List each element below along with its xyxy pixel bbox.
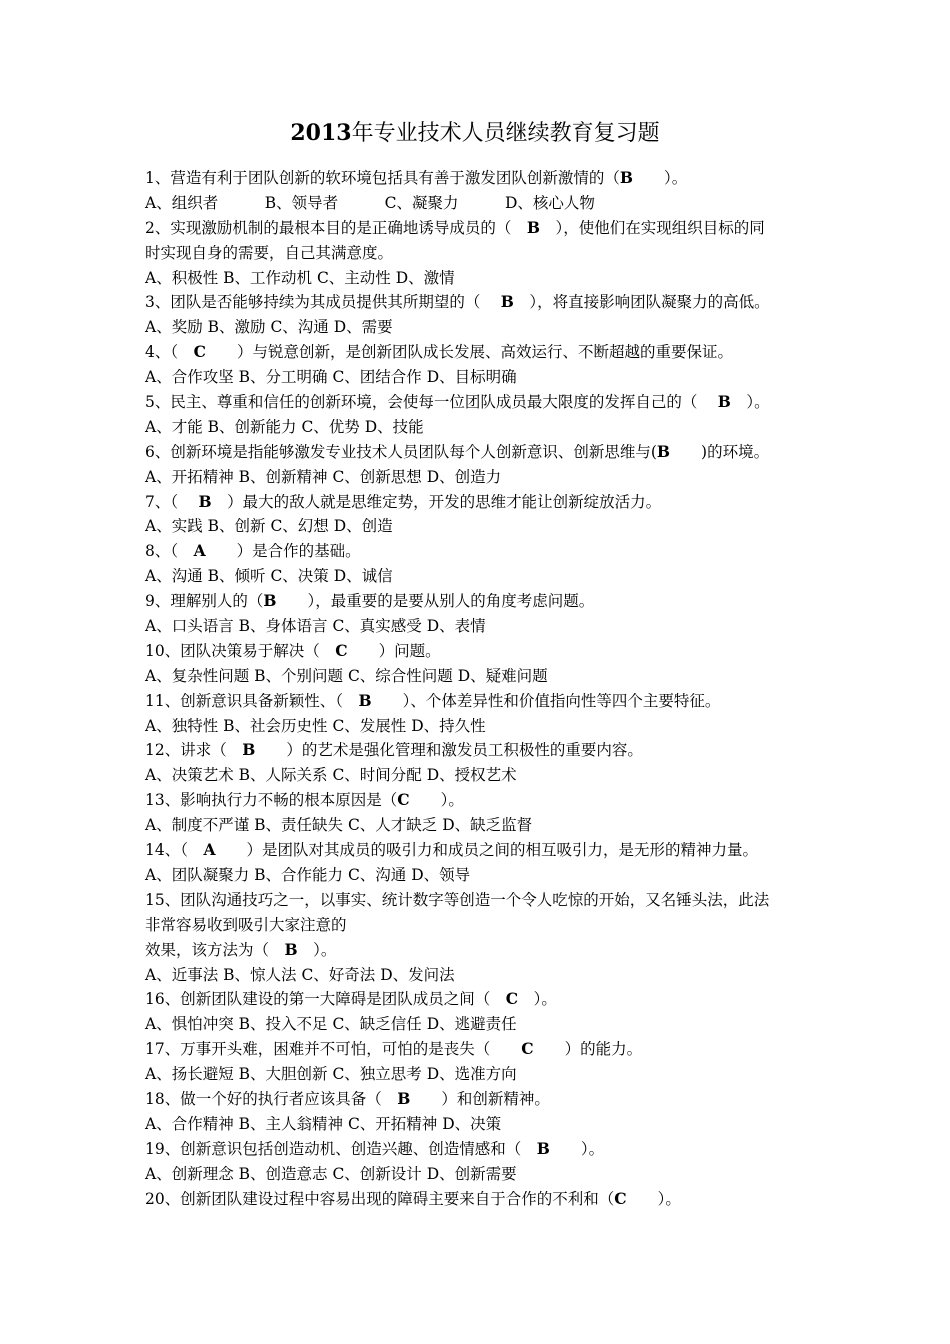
question-text-end: ）是合作的基础。: [205, 542, 361, 561]
answer-letter: B: [198, 491, 212, 511]
question-text: 12、讲求（: [145, 741, 243, 760]
text-line: A、组织者 B、领导者 C、凝聚力 D、核心人物: [145, 193, 595, 212]
answer-letter: B: [656, 441, 671, 461]
text-line: A、扬长避短 B、大胆创新 C、独立思考 D、选准方向: [145, 1065, 517, 1084]
question-text: 13、影响执行力不畅的根本原因是（: [145, 791, 398, 810]
text-line: 15、团队沟通技巧之一，以事实、统计数字等创造一个令人吃惊的开始，又名锤头法，此法: [145, 890, 770, 909]
question-text: 5、民主、尊重和信任的创新环境，会使每一位团队成员最大限度的发挥自己的（: [145, 393, 718, 412]
question-text: 3、团队是否能够持续为其成员提供其所期望的（: [145, 293, 501, 312]
question-text: 4、（: [145, 343, 194, 362]
text-line: A、奖励 B、激励 C、沟通 D、需要: [145, 318, 393, 337]
question-text: 2、实现激励机制的最根本目的是正确地诱导成员的（: [145, 218, 527, 237]
question-line: [145, 340, 810, 365]
question-line: [145, 1037, 810, 1062]
question-text: 6、创新环境是指能够激发专业技术人员团队每个人创新意识、创新思维与(: [145, 442, 657, 461]
question-line: [145, 1187, 810, 1212]
question-line: [145, 290, 810, 315]
question-text: 11、创新意识具备新颖性、（: [145, 691, 359, 710]
question-text-end: ）问题。: [347, 641, 441, 660]
question-text-end: ）。: [730, 393, 770, 412]
question-text-end: ）。: [409, 791, 464, 810]
question-text-end: ）是团队对其成员的吸引力和成员之间的相互吸引力，是无形的精神力量。: [215, 841, 759, 860]
question-text-end: ）。: [549, 1139, 605, 1158]
question-line: [145, 539, 810, 564]
question-line: [145, 1087, 810, 1112]
question-text-end: ）。: [297, 940, 337, 959]
question-text: 8、（: [145, 542, 194, 561]
question-text: 16、创新团队建设的第一大障碍是团队成员之间（: [145, 990, 506, 1009]
question-text-end: ），将直接影响团队凝聚力的高低。: [513, 293, 770, 312]
answer-letter: B: [284, 939, 298, 959]
question-line: [145, 490, 810, 515]
question-line: [145, 166, 810, 191]
text-line: A、近事法 B、惊人法 C、好奇法 D、发问法: [145, 965, 455, 984]
question-text-end: ）。: [632, 169, 688, 187]
question-text-end: ）、个体差异性和价值指向性等四个主要特征。: [371, 691, 721, 710]
question-text-end: ）的艺术是强化管理和激发员工积极性的重要内容。: [255, 741, 643, 760]
text-line: 时实现自身的需要，自己其满意度。: [145, 243, 394, 262]
question-text-end: ）和创新精神。: [410, 1089, 550, 1108]
question-text: 10、团队决策易于解决（: [145, 641, 336, 660]
text-line: A、才能 B、创新能力 C、优势 D、技能: [145, 417, 424, 436]
text-line: A、创新理念 B、创造意志 C、创新设计 D、创新需要: [145, 1164, 517, 1183]
question-line: [145, 838, 810, 863]
answer-letter: B: [717, 392, 731, 412]
answer-letter: B: [500, 292, 514, 312]
text-line: A、决策艺术 B、人际关系 C、时间分配 D、授权艺术: [145, 766, 517, 785]
text-line: A、复杂性问题 B、个别问题 C、综合性问题 D、疑难问题: [145, 666, 548, 685]
question-text: 1、营造有利于团队创新的软环境包括具有善于激发团队创新激情的（: [145, 169, 620, 187]
answer-letter: B: [536, 1138, 550, 1158]
question-line: [145, 689, 810, 714]
question-line: [145, 938, 810, 963]
text-line: A、开拓精神 B、创新精神 C、创新思想 D、创造力: [145, 467, 502, 486]
text-line: A、惧怕冲突 B、投入不足 C、缺乏信任 D、逃避责任: [145, 1015, 517, 1034]
title-text: 年专业技术人员继续教育复习题: [351, 121, 660, 146]
answer-letter: B: [397, 1088, 411, 1108]
text-line: A、积极性 B、工作动机 C、主动性 D、激情: [145, 268, 455, 287]
text-line: A、实践 B、创新 C、幻想 D、创造: [145, 517, 393, 536]
text-line: A、口头语言 B、身体语言 C、真实感受 D、表情: [145, 617, 486, 636]
text-line: A、制度不严谨 B、责任缺失 C、人才缺乏 D、缺乏监督: [145, 816, 533, 835]
text-line: A、独特性 B、社会历史性 C、发展性 D、持久性: [145, 716, 486, 735]
question-text: 17、万事开头难，困难并不可怕，可怕的是丧失（: [145, 1040, 522, 1059]
question-line: [145, 390, 810, 415]
question-line: [145, 788, 810, 813]
question-text: 效果，该方法为（: [145, 940, 285, 959]
question-text: 14、（: [145, 841, 204, 860]
answer-letter: B: [263, 591, 277, 611]
text-line: A、团队凝聚力 B、合作能力 C、沟通 D、领导: [145, 865, 471, 884]
question-text: 9、理解别人的（: [145, 592, 264, 611]
question-text-end: ）。: [626, 1189, 681, 1208]
answer-letter: C: [521, 1039, 534, 1059]
answer-letter: B: [526, 217, 540, 237]
question-text: 7、（: [145, 492, 199, 511]
text-line: 非常容易收到吸引大家注意的: [145, 915, 347, 934]
answer-letter: C: [614, 1188, 627, 1208]
question-text: 18、做一个好的执行者应该具备（: [145, 1089, 398, 1108]
document-title: [0, 118, 950, 149]
text-line: A、合作精神 B、主人翁精神 C、开拓精神 D、决策: [145, 1114, 502, 1133]
question-line: [145, 987, 810, 1012]
question-text-end: ）最大的敌人就是思维定势，开发的思维才能让创新绽放活力。: [211, 492, 662, 511]
question-text-end: ）与锐意创新，是创新团队成长发展、高效运行、不断超越的重要保证。: [205, 343, 733, 362]
text-line: A、合作攻坚 B、分工明确 C、团结合作 D、目标明确: [145, 368, 517, 387]
answer-letter: A: [193, 541, 206, 561]
question-line: [145, 589, 810, 614]
text-line: A、沟通 B、倾听 C、决策 D、诚信: [145, 567, 393, 586]
title-year: 2013: [290, 120, 352, 146]
question-text-end: ）的能力。: [533, 1040, 643, 1059]
question-text: 20、创新团队建设过程中容易出现的障碍主要来自于合作的不利和（: [145, 1189, 615, 1208]
question-text: 19、创新意识包括创造动机、创造兴趣、创造情感和（: [145, 1139, 537, 1158]
question-text-end: )的环境。: [670, 442, 770, 461]
answer-letter: B: [619, 168, 633, 187]
answer-letter: C: [335, 640, 348, 660]
answer-letter: A: [203, 840, 216, 860]
answer-letter: C: [397, 790, 410, 810]
question-line: [145, 1137, 810, 1162]
question-line: [145, 440, 810, 465]
answer-letter: C: [193, 342, 206, 362]
answer-letter: B: [358, 690, 372, 710]
question-list: [145, 166, 810, 1211]
answer-letter: C: [505, 989, 519, 1009]
question-line: [145, 216, 810, 241]
question-text-end: ），使他们在实现组织目标的同: [539, 218, 765, 237]
question-text-end: ），最重要的是要从别人的角度考虑问题。: [276, 592, 595, 611]
question-line: [145, 738, 810, 763]
question-text-end: ）。: [518, 990, 557, 1009]
question-line: [145, 639, 810, 664]
answer-letter: B: [242, 740, 256, 760]
